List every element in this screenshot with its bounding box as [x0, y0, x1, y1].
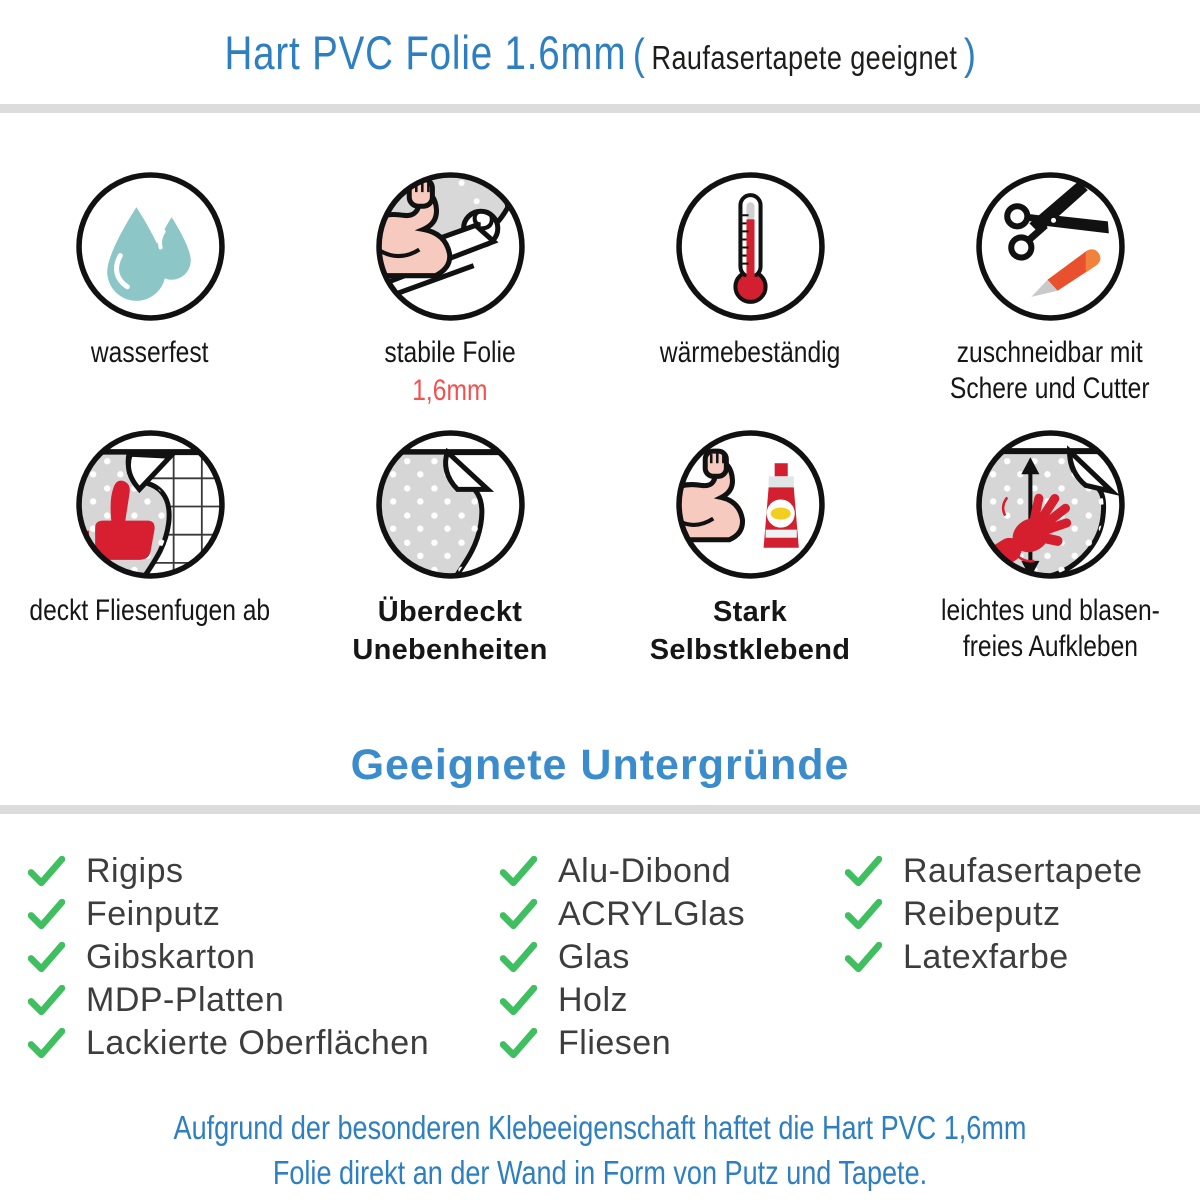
title-note: Raufasertapete geeignet [651, 38, 958, 76]
list-item: MDP-Platten [28, 979, 500, 1022]
feature-label: Stark Selbstklebend [649, 596, 851, 666]
checklist-column-1 [28, 850, 500, 1065]
feature-label: leichtes und blasen- freies Aufkleben [940, 594, 1160, 663]
smoothing-hand-icon [973, 427, 1128, 582]
check-icon [500, 899, 537, 930]
check-icon [28, 1028, 65, 1059]
features-grid [0, 169, 1200, 685]
feature-label: zuschneidbar mit Schere und Cutter [950, 336, 1150, 405]
feature-card [600, 169, 900, 427]
check-icon [500, 1028, 537, 1059]
feature-label: deckt Fliesenfugen ab [29, 594, 271, 627]
muscle-glue-icon [673, 427, 828, 582]
checklist-column-2 [500, 850, 845, 1065]
check-icon [28, 856, 65, 887]
check-icon [500, 985, 537, 1016]
check-icon [845, 942, 882, 973]
feature-card [900, 169, 1200, 427]
list-item: Reibeputz [845, 893, 1190, 936]
check-icon [28, 899, 65, 930]
title-paren-open: ( [632, 29, 645, 79]
list-item: ACRYLGlas [500, 893, 845, 936]
feature-label: wasserfest [91, 336, 209, 369]
feature-label: stabile Folie [384, 336, 516, 369]
section-heading-suitable: Geeignete Untergründe [350, 741, 850, 789]
check-icon [500, 942, 537, 973]
page-title [224, 25, 975, 80]
feature-sublabel: 1,6mm [412, 374, 488, 407]
footer-note [0, 1105, 1200, 1195]
check-icon [845, 856, 882, 887]
title-paren-close: ) [963, 29, 976, 79]
check-icon [28, 942, 65, 973]
feature-card [600, 427, 900, 685]
list-item: Alu-Dibond [500, 850, 845, 893]
list-item: Latexfarbe [845, 936, 1190, 979]
feature-card [0, 169, 300, 427]
water-drops-icon [73, 169, 228, 324]
footer-line-2: Folie direkt an der Wand in Form von Putz und Tapete. [272, 1154, 928, 1191]
feature-card [300, 427, 600, 685]
feature-card [300, 169, 600, 427]
list-item: Gibskarton [28, 936, 500, 979]
list-item: Holz [500, 979, 845, 1022]
footer-line-1: Aufgrund der besonderen Klebeeigenschaft haftet die Hart PVC 1,6mm [173, 1109, 1027, 1146]
tile-thumb-icon [73, 427, 228, 582]
check-icon [845, 899, 882, 930]
list-item: Raufasertapete [845, 850, 1190, 893]
list-item: Rigips [28, 850, 500, 893]
check-icon [500, 856, 537, 887]
divider [0, 104, 1200, 113]
feature-card [900, 427, 1200, 685]
suitable-checklist [0, 850, 1200, 1065]
foil-fold-icon [373, 427, 528, 582]
thermometer-icon [673, 169, 828, 324]
list-item: Feinputz [28, 893, 500, 936]
muscle-foil-icon [373, 169, 528, 324]
check-icon [28, 985, 65, 1016]
list-item: Fliesen [500, 1022, 845, 1065]
title-main: Hart PVC Folie 1.6mm [224, 25, 627, 79]
header [0, 0, 1200, 104]
feature-card [0, 427, 300, 685]
list-item: Glas [500, 936, 845, 979]
list-item: Lackierte Oberflächen [28, 1022, 500, 1065]
feature-label: Überdeckt Unebenheiten [352, 596, 548, 666]
scissors-cutter-icon [973, 169, 1128, 324]
checklist-column-3 [845, 850, 1190, 1065]
feature-label: wärmebeständig [659, 336, 841, 369]
divider [0, 805, 1200, 814]
